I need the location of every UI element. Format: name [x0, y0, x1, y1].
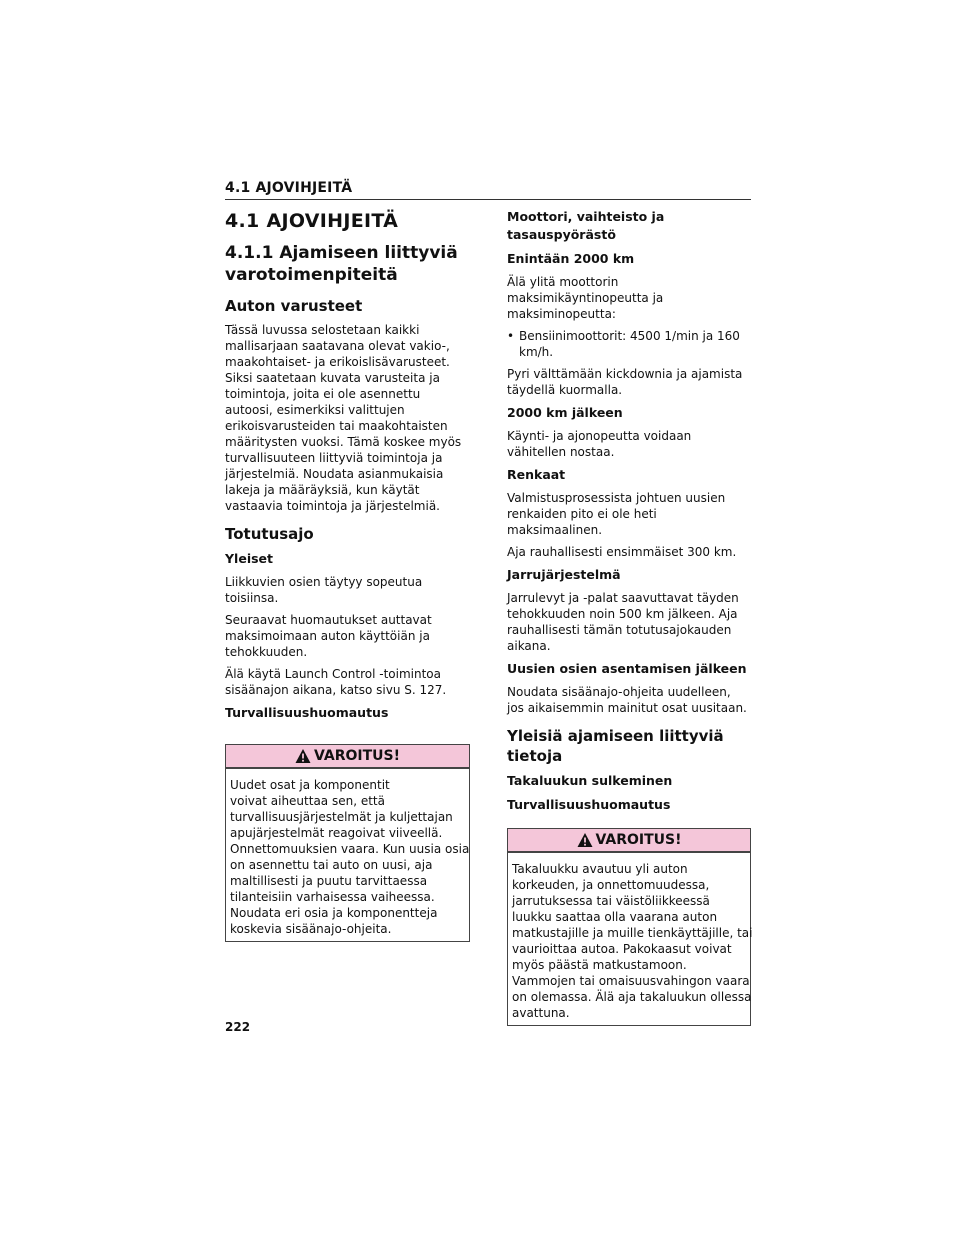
warning-text [226, 769, 469, 941]
totutusajo-heading: Totutusajo [225, 525, 314, 543]
warning-line: Noudata eri osia ja komponentteja [230, 906, 438, 920]
page-number: 222 [225, 1020, 251, 1034]
warning-line: on olemassa. Älä aja takaluukun ollessa [512, 990, 752, 1004]
jarru-heading: Jarrujärjestelmä [507, 567, 621, 582]
warning-header-right [508, 829, 750, 853]
warning-line: Vammojen tai omaisuusvahingon vaara [512, 974, 750, 988]
after-2000-text: Käynti- ja ajonopeutta voidaan vähitellen nostaa. [507, 429, 692, 459]
warning-box-right [507, 828, 751, 1026]
left-column [225, 206, 470, 942]
warning-box [225, 744, 470, 942]
warning-title-right: VAROITUS! [595, 832, 682, 848]
auton-varusteet-heading: Auton varusteet [225, 297, 363, 315]
warning-line: jarrutuksessa tai väistöliikkeessä [512, 894, 710, 908]
running-header: 4.1 AJOVIHJEITÄ [225, 180, 353, 196]
uusien-osien-heading: Uusien osien asentamisen jälkeen [507, 661, 747, 676]
safety-note-heading: Turvallisuushuomautus [225, 705, 389, 720]
auton-varusteet-text: Tässä luvussa selostetaan kaikki mallisarjaan saatavana olevat vakio-, maakohtaiset- ja erikoislisävarusteet. Siksi saatetaan kuvata varusteita ja toimintoja, joita ei ole asennettu autoosi, esimerkiksi valittujen erikoisvarusteiden tai maakohtaisten määritysten vuoksi. Tämä koskee myös turvallisuuteen liittyviä toimintoja ja järjestelmiä. Noudata asianmukaisia lakeja ja määräyksiä, kun käytät vastaavia toimintoja ja järjestelmiä. [225, 323, 462, 513]
moottori-heading: Moottori, vaihteisto ja tasauspyörästö [507, 209, 665, 242]
takaluukku-heading: Takaluukun sulkeminen [507, 773, 673, 788]
max-2000-heading: Enintään 2000 km [507, 251, 635, 266]
totutusajo-paragraph-1: Liikkuvien osien täytyy sopeutua toisiinsa. [225, 575, 423, 605]
warning-line: koskevia sisäänajo-ohjeita. [230, 922, 392, 936]
safety-note-heading-right: Turvallisuushuomautus [507, 797, 671, 812]
yleiset-heading: Yleiset [225, 551, 273, 566]
header-rule [225, 199, 751, 200]
section-title [225, 242, 470, 286]
warning-line: avattuna. [512, 1006, 570, 1020]
bullet-item [507, 328, 751, 360]
max-2000-text: Älä ylitä moottorin maksimikäyntinopeutta ja maksiminopeutta: [507, 275, 664, 321]
warning-line: tilanteisiin varhaisessa vaiheessa. [230, 890, 435, 904]
yleisia-heading: Yleisiä ajamiseen liittyviä tietoja [507, 727, 724, 765]
renkaat-heading: Renkaat [507, 467, 566, 482]
renkaat-paragraph-2: Aja rauhallisesti ensimmäiset 300 km. [507, 545, 737, 559]
warning-line: korkeuden, ja onnettomuudessa, [512, 878, 710, 892]
warning-line: voivat aiheuttaa sen, että [230, 794, 385, 808]
section-title-line-1: 4.1.1 Ajamiseen liittyviä [225, 243, 458, 263]
warning-line: maltillisesti ja puutu tarvittaessa [230, 874, 428, 888]
right-column [507, 206, 751, 1026]
totutusajo-paragraph-3: Älä käytä Launch Control -toimintoa sisäänajon aikana, katso sivu S. 127. [225, 667, 447, 697]
warning-triangle-icon [577, 832, 593, 848]
warning-line: luukku saattaa olla vaarana auton [512, 910, 718, 924]
warning-line: Onnettomuuksien vaara. Kun uusia osia [230, 842, 470, 856]
warning-line: on asennettu tai auto on uusi, aja [230, 858, 433, 872]
warning-header [226, 745, 469, 769]
chapter-title: 4.1 AJOVIHJEITÄ [225, 210, 399, 232]
warning-line: Takaluukku avautuu yli auton [512, 862, 688, 876]
warning-line: apujärjestelmät reagoivat viiveellä. [230, 826, 443, 840]
after-2000-heading: 2000 km jälkeen [507, 405, 623, 420]
warning-line: turvallisuusjärjestelmät ja kuljettajan [230, 810, 453, 824]
uusien-osien-text: Noudata sisäänajo-ohjeita uudelleen, jos aikaisemmin mainitut osat uusitaan. [507, 685, 747, 715]
warning-line: matkustajille ja muille tienkäyttäjille, tai [512, 926, 753, 940]
warning-line: myös päästä matkustamoon. [512, 958, 687, 972]
bullet-text: Bensiinimoottorit: 4500 1/min ja 160 km/h. [519, 329, 740, 359]
kickdown-text: Pyri välttämään kickdownia ja ajamista täydellä kuormalla. [507, 367, 743, 397]
section-title-line-2: varotoimenpiteitä [225, 265, 398, 285]
renkaat-paragraph-1: Valmistusprosessista johtuen uusien renkaiden pito ei ole heti maksimaalinen. [507, 491, 726, 537]
totutusajo-paragraph-2: Seuraavat huomautukset auttavat maksimoimaan auton käyttöiän ja tehokkuuden. [225, 613, 432, 659]
warning-line: vaurioittaa autoa. Pakokaasut voivat [512, 942, 732, 956]
warning-text-right [508, 853, 753, 1025]
jarru-text: Jarrulevyt ja -palat saavuttavat täyden tehokkuuden noin 500 km jälkeen. Aja rauhallisesti tämän totutusajokauden aikana. [507, 591, 739, 653]
warning-triangle-icon [295, 748, 311, 764]
warning-line: Uudet osat ja komponentit [230, 778, 390, 792]
bullet-dot: • [507, 329, 515, 343]
warning-title: VAROITUS! [314, 748, 400, 764]
